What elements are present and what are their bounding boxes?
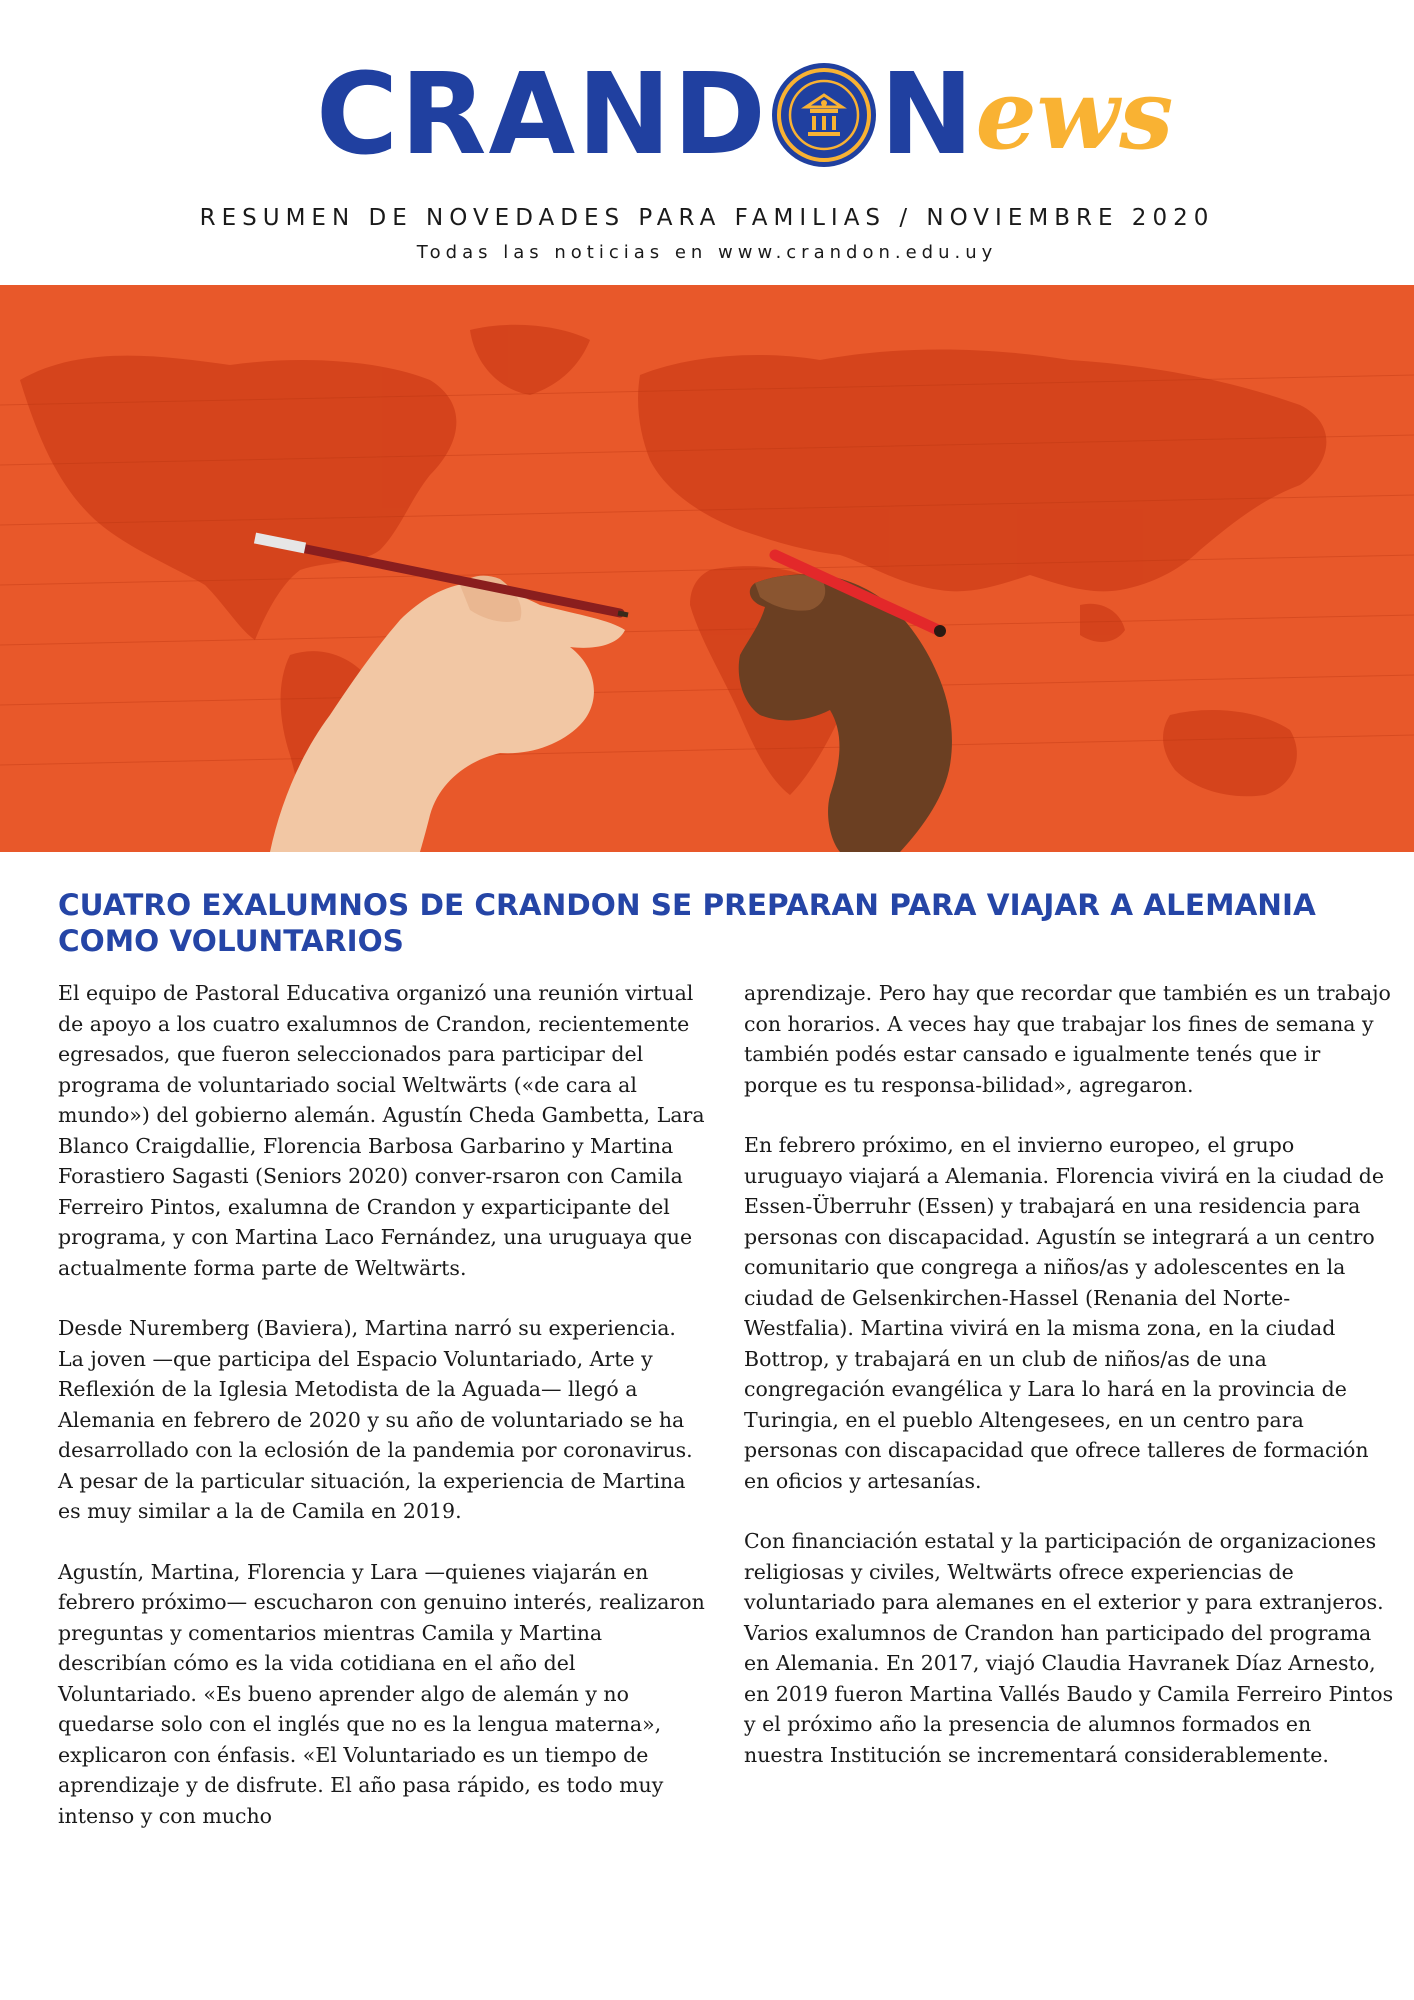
article-headline: CUATRO EXALUMNOS DE CRANDON SE PREPARAN PARA VIAJAR A ALEMANIA COMO VOLUNTARIOS — [58, 888, 1316, 958]
newsletter-subtitle: RESUMEN DE NOVEDADES PARA FAMILIAS / NOVIEMBRE 2020 — [199, 205, 1215, 231]
crandon-news-logo — [316, 50, 1174, 180]
logo-word-ews: ews — [975, 58, 1174, 171]
article-column-left — [58, 978, 708, 1861]
logo-letter-n: N — [879, 50, 974, 180]
article-paragraph: En febrero próximo, en el invierno europeo, el grupo uruguayo viajará a Alemania. Florencia vivirá en la ciudad de Essen-Überruhr (Essen) y trabajará en una residencia para personas con discapacidad. Agustín se integrará a un centro comunitario que congrega a niños/as y adolescentes en la ciudad de Gelsenkirchen-Hassel (Renania del Norte-Westfalia). Martina vivirá en la misma zona, en la ciudad Bottrop, y trabajará en un club de niños/as de una congregación evangélica y Lara lo hará en la provincia de Turingia, en el pueblo Altengesees, en un centro para personas con discapacidad que ofrece talleres de formación en oficios y artesanías. — [744, 1133, 1385, 1493]
hero-banner-image — [0, 285, 1414, 852]
article-paragraph: Agustín, Martina, Florencia y Lara —quienes viajarán en febrero próximo— escucharon con genuino interés, realizaron preguntas y comentarios mientras Camila y Martina describían cómo es la vida cotidiana en el año del Voluntariado. «Es bueno aprender algo de alemán y no quedarse solo con el inglés que no es la lengua materna», explicaron con énfasis. «El Voluntariado es un tiempo de aprendizaje y de disfrute. El año pasa rápido, es todo muy intenso y con mucho — [58, 1559, 705, 1828]
school-crest-icon — [770, 61, 878, 169]
world-map-illustration — [0, 285, 1414, 852]
article-column-right — [744, 978, 1394, 1800]
article-paragraph: Desde Nuremberg (Baviera), Martina narró su experiencia. La joven —que participa del Espacio Voluntariado, Arte y Reflexión de la Iglesia Metodista de la Aguada— llegó a Alemania en febrero de 2020 y su año de voluntariado se ha desarrollado con la eclosión de la pandemia por coronavirus. A pesar de la particular situación, la experiencia de Martina es muy similar a la de Camila en 2019. — [58, 1316, 693, 1523]
right-hand-with-marker — [739, 555, 952, 852]
masthead — [0, 50, 1414, 180]
logo-word-crand: CRAND — [316, 50, 768, 180]
article-paragraph: El equipo de Pastoral Educativa organizó una reunión virtual de apoyo a los cuatro exalumnos de Crandon, recientemente egresados, que fueron seleccionados para participar del programa de voluntariado social Weltwärts («de cara al mundo») del gobierno alemán. Agustín Cheda Gambetta, Lara Blanco Craigdallie, Florencia Barbosa Garbarino y Martina Forastiero Sagasti (Seniors 2020) conver-rsaron con Camila Ferreiro Pintos, exalumna de Crandon y exparticipante del programa, y con Martina Laco Fernández, una uruguaya que actualmente forma parte de Weltwärts. — [58, 981, 705, 1280]
article-paragraph: Con financiación estatal y la participación de organizaciones religiosas y civiles, Weltwärts ofrece experiencias de voluntariado para alemanes en el exterior y para extranjeros. Varios exalumnos de Crandon han participado del programa en Alemania. En 2017, viajó Claudia Havranek Díaz Arnesto, en 2019 fueron Martina Vallés Baudo y Camila Ferreiro Pintos y el próximo año la presencia de alumnos formados en nuestra Institución se incrementará considerablemente. — [744, 1529, 1394, 1767]
newsletter-website-line: Todas las noticias en www.crandon.edu.uy — [416, 242, 998, 263]
article-paragraph: aprendizaje. Pero hay que recordar que también es un trabajo con horarios. A veces hay que trabajar los fines de semana y también podés estar cansado e igualmente tenés que ir porque es tu responsa-bilidad», agregaron. — [744, 981, 1391, 1097]
